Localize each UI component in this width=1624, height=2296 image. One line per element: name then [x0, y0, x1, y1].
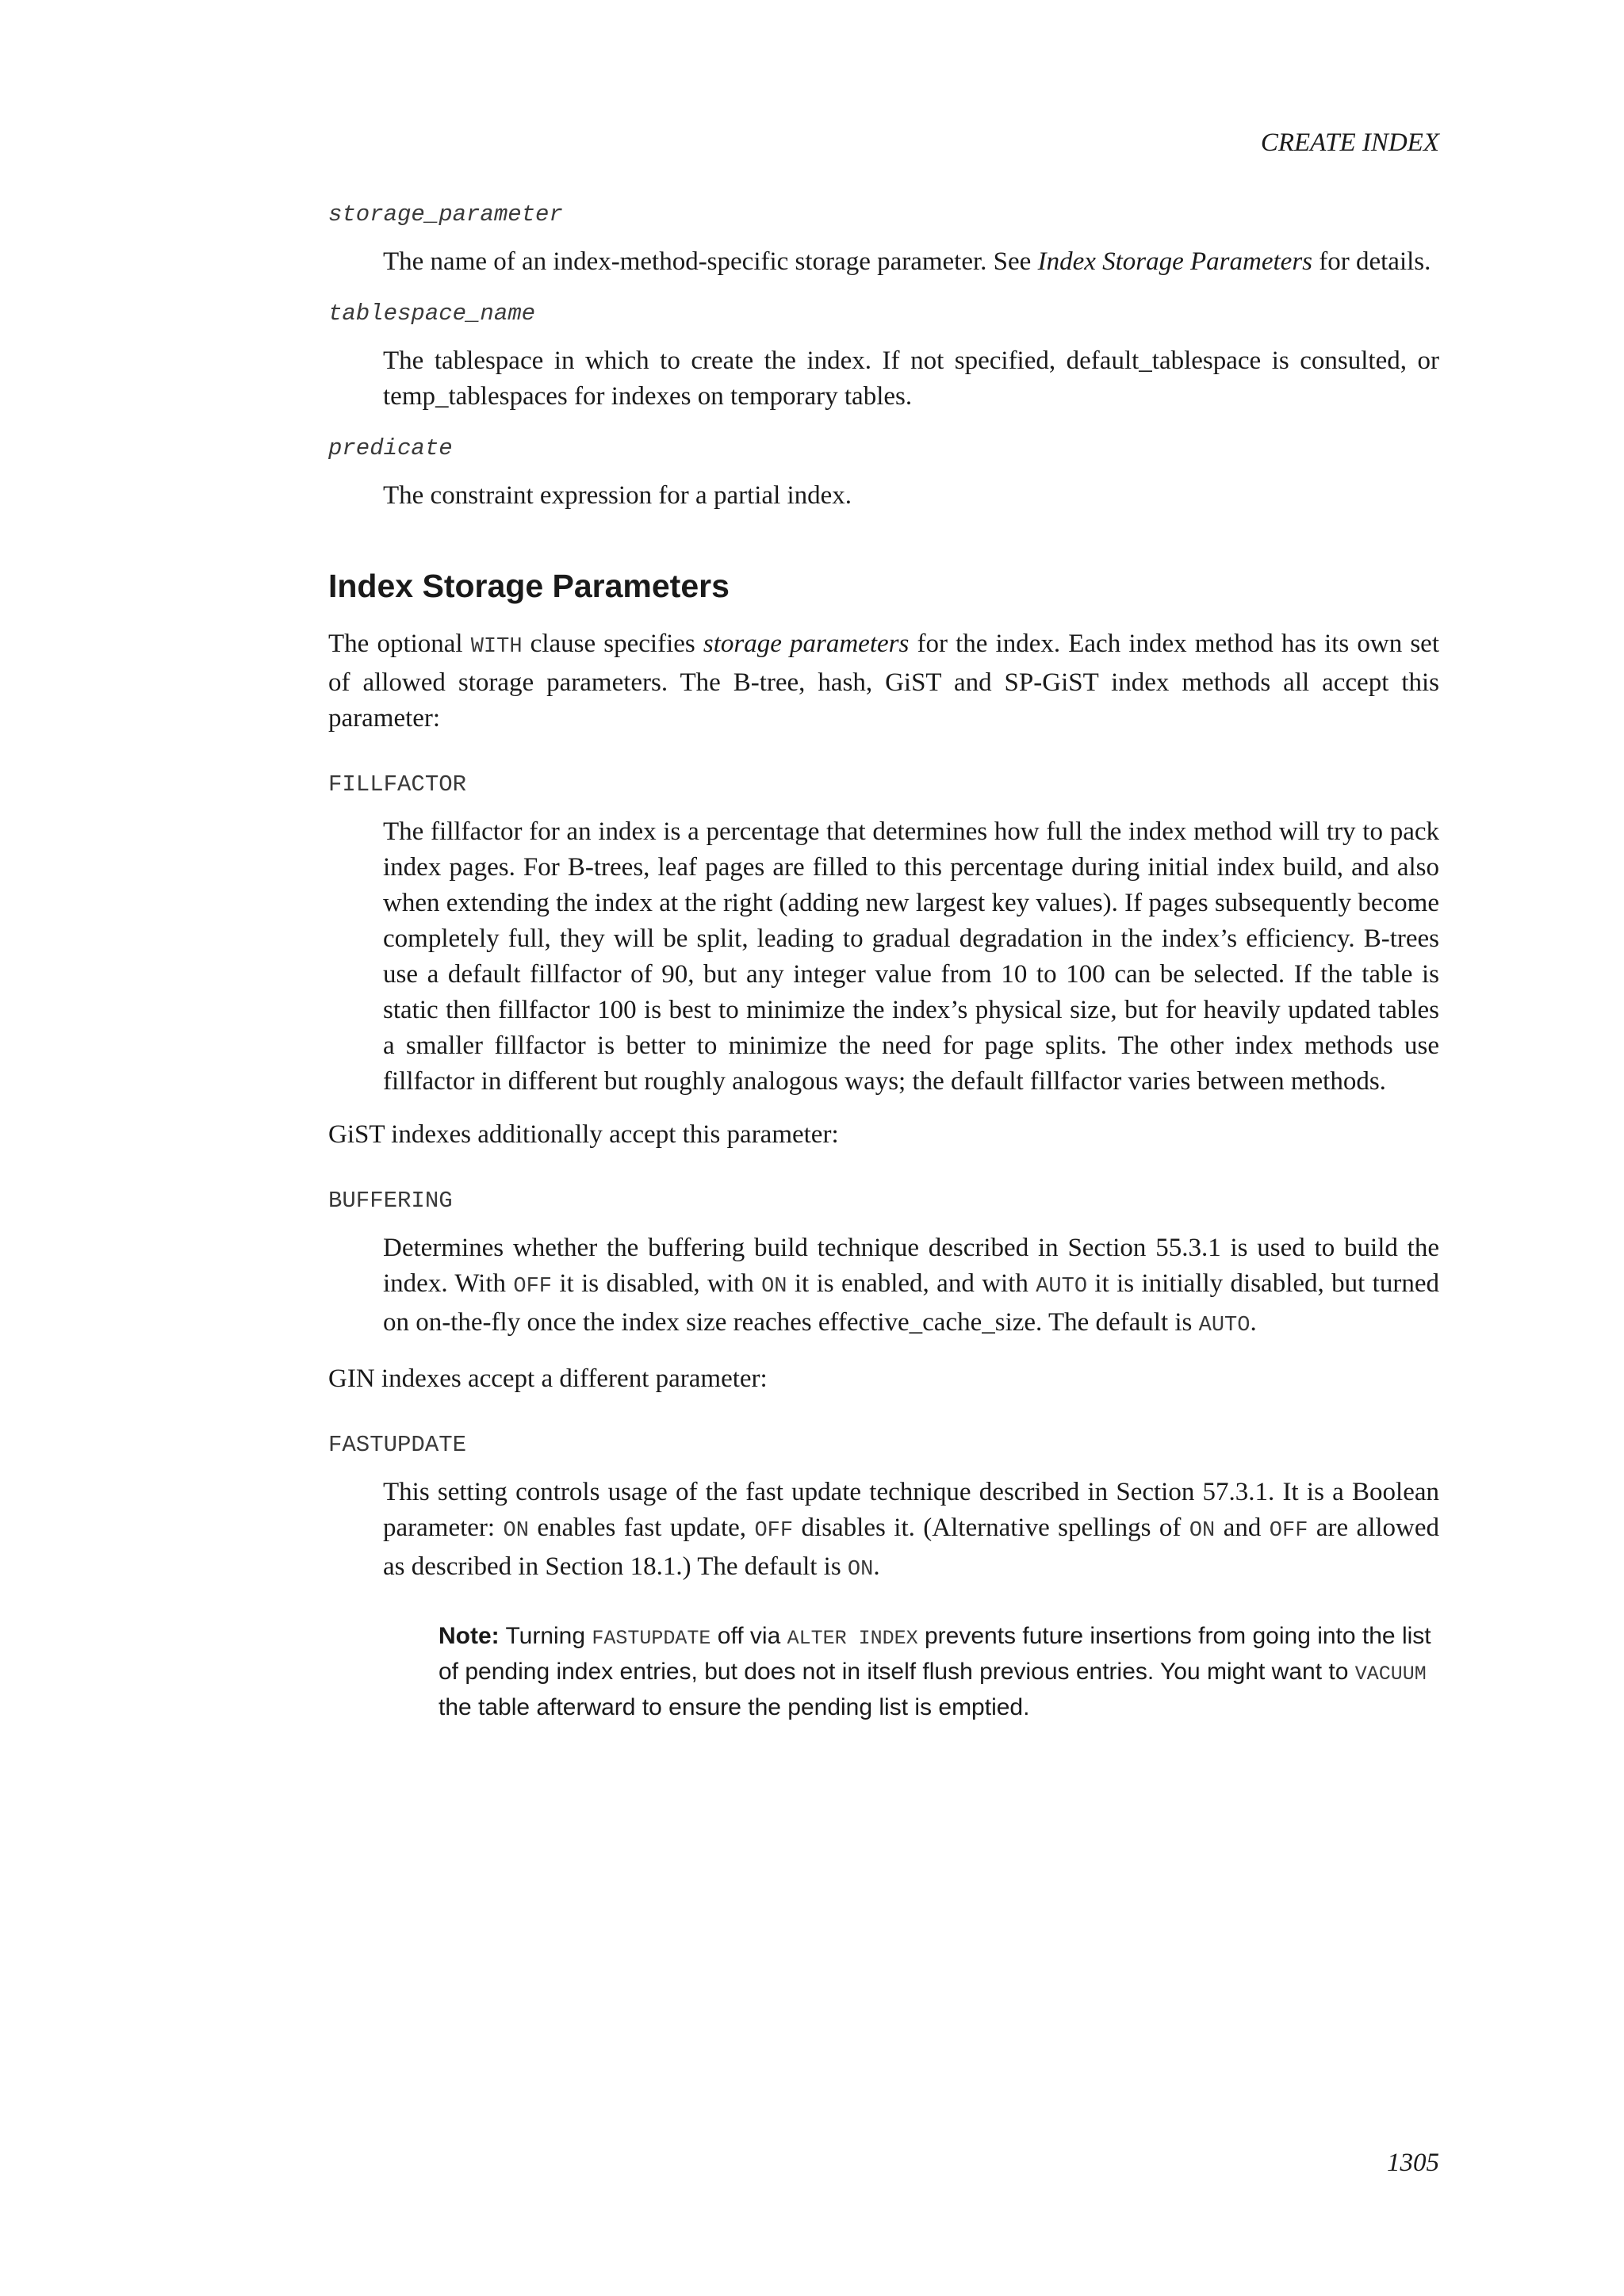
code-off: OFF — [1269, 1519, 1308, 1543]
intro-text: for the index. Each index method has its own set of allowed storage parameters. The B-tree, hash, GiST and SP-GiST index methods all accept this parameter: — [328, 629, 1439, 733]
definition-text: enables fast update, — [528, 1513, 755, 1542]
definition-text: it is initially disabled, but turned on on-the-fly once the index size reaches effective_cache_size. The default is — [383, 1269, 1439, 1337]
section-heading: Index Storage Parameters — [328, 568, 730, 604]
cross-reference-link[interactable]: Index Storage Parameters — [1037, 247, 1312, 276]
section-intro — [328, 626, 1439, 737]
definition-fillfactor: The fillfactor for an index is a percentage that determines how full the index method will try to pack index pages. For B-trees, leaf pages are filled to this percentage during initial index build, and also when extending the index at the right (adding new largest key values). If pages subsequently become completely full, they will be split, leading to gradual degradation in the index’s efficiency. B-trees use a default fillfactor of 90, but any integer value from 10 to 100 can be selected. If the table is static then fillfactor 100 is best to minimize the index’s physical size, but for heavily updated tables a smaller fillfactor is better to minimize the need for page splits. The other index methods use fillfactor in different but roughly analogous ways; the default fillfactor varies between methods. — [383, 817, 1439, 1096]
definition-text: it is disabled, with — [551, 1269, 762, 1298]
code-vacuum: VACUUM — [1354, 1663, 1427, 1686]
definition-text: Determines whether the buffering build technique described in Section 55.3.1 is used to build the index. With — [383, 1234, 1439, 1298]
code-alter-index: ALTER INDEX — [787, 1627, 918, 1650]
note-box — [439, 1620, 1439, 1724]
definition-text: for details. — [1312, 247, 1431, 276]
note-text: prevents future insertions from going into the list of pending index entries, but does not in itself flush previous entries. You might want to — [439, 1623, 1431, 1685]
definition-text: The name of an index-method-specific storage parameter. See — [383, 247, 1038, 276]
definition-buffering — [383, 1230, 1439, 1344]
definition-text: and — [1215, 1513, 1270, 1542]
code-fastupdate: FASTUPDATE — [592, 1627, 711, 1650]
definition-storage-parameter — [383, 244, 1439, 280]
note-text: the table afterward to ensure the pending list is emptied. — [439, 1694, 1030, 1720]
code-on: ON — [503, 1519, 529, 1543]
gin-intro: GIN indexes accept a different parameter: — [328, 1364, 768, 1393]
definition-fastupdate — [383, 1475, 1439, 1588]
term-buffering: BUFFERING — [328, 1188, 453, 1214]
term-predicate: predicate — [328, 435, 453, 461]
code-off: OFF — [754, 1519, 794, 1543]
definition-text: are allowed as described in Section 18.1.) The default is — [383, 1513, 1440, 1581]
code-with: WITH — [470, 635, 523, 659]
term-fillfactor: FILLFACTOR — [328, 771, 467, 798]
definition-text: disables it. (Alternative spellings of — [793, 1513, 1189, 1542]
note-label: Note: — [439, 1623, 500, 1649]
note-text: off via — [710, 1623, 787, 1649]
code-off: OFF — [513, 1275, 552, 1299]
page-content — [328, 198, 1439, 1724]
code-on: ON — [1189, 1519, 1216, 1543]
page-number: 1305 — [1387, 2149, 1439, 2177]
definition-text: it is enabled, and with — [787, 1269, 1036, 1298]
emphasis-storage-parameters: storage parameters — [703, 629, 910, 658]
term-tablespace-name: tablespace_name — [328, 300, 536, 327]
code-on: ON — [847, 1558, 874, 1582]
intro-text: The optional — [328, 629, 471, 658]
definition-tablespace-name: The tablespace in which to create the index. If not specified, default_tablespace is consulted, or temp_tablespaces for indexes on temporary tables. — [383, 346, 1439, 411]
code-auto: AUTO — [1198, 1314, 1251, 1337]
definition-text: . — [1250, 1308, 1257, 1337]
definition-text: This setting controls usage of the fast update technique described in Section 57.3.1. It is a Boolean parameter: — [383, 1478, 1439, 1542]
gist-intro: GiST indexes additionally accept this parameter: — [328, 1120, 839, 1149]
term-fastupdate: FASTUPDATE — [328, 1432, 467, 1458]
intro-text: clause specifies — [522, 629, 703, 658]
note-text: Turning — [499, 1623, 592, 1649]
definition-text: . — [873, 1552, 880, 1581]
page-header-title: CREATE INDEX — [1260, 128, 1439, 157]
term-storage-parameter: storage_parameter — [328, 201, 563, 228]
code-on: ON — [761, 1275, 787, 1299]
definition-predicate: The constraint expression for a partial index. — [383, 481, 852, 510]
code-auto: AUTO — [1036, 1275, 1088, 1299]
